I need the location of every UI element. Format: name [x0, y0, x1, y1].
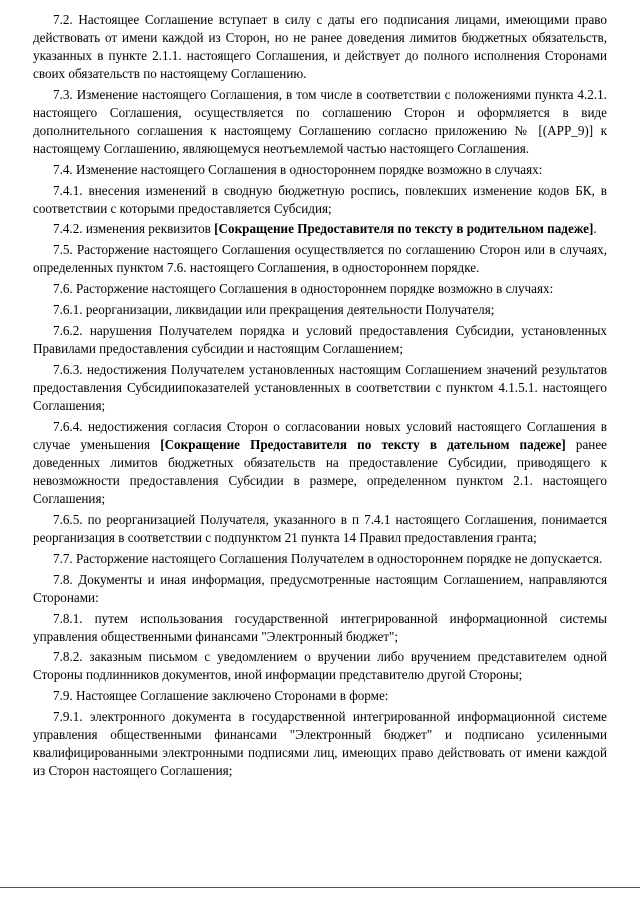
clause-7-9: 7.9. Настоящее Соглашение заключено Сторонами в форме:: [53, 688, 389, 704]
clause-7-6-4-text: 7.6.4. недостижения согласия Сторон о согласовании новых условий настоящего Соглашения в случае уменьшения: [33, 419, 607, 452]
clause-7-6: 7.6. Расторжение настоящего Соглашения в одностороннем порядке возможно в случаях:: [53, 281, 554, 297]
clause-7-7: 7.7. Расторжение настоящего Соглашения Получателем в одностороннем порядке не допускается.: [53, 550, 603, 566]
clause-7-4-1: 7.4.1. внесения изменений в сводную бюджетную роспись, повлекших изменение кодов БК, в соответствии с которыми предоставляется Субсидия;: [33, 182, 607, 216]
clause-7-6-4-placeholder: [Сокращение Предоставителя по тексту в дательном падеже]: [160, 436, 566, 452]
clause-7-3: 7.3. Изменение настоящего Соглашения, в том числе в соответствии с положениями пункта 4.2.1. настоящего Соглашения, осуществляется по соглашению Сторон и оформляется в виде дополнительного соглашения к настоящему Соглашению согласно приложению № [(APP_9)] к настоящему Соглашению, являющемуся неотъемлемой частью настоящего Соглашения.: [33, 86, 607, 156]
clause-7-2: 7.2. Настоящее Соглашение вступает в силу с даты его подписания лицами, имеющими право действовать от имени каждой из Сторон, но не ранее доведения лимитов бюджетных обязательств, указанных в пункте 2.1.1. настоящего Соглашения, и действует до полного исполнения Сторонами своих обязательств по настоящему Соглашению.: [33, 12, 607, 81]
clause-7-8-2: 7.8.2. заказным письмом с уведомлением о вручении либо вручением представителем одной Стороны подлинников документов, иной информации представителю другой Стороны;: [33, 649, 607, 683]
clause-7-6-4-end: ранее доведенных лимитов бюджетных обязательств на предоставление Субсидии, приводящего к невозможности предоставления Субсидии в размере, определенном пунктом 2.1. настоящего Соглашения;: [33, 436, 608, 506]
clause-7-6-3: 7.6.3. недостижения Получателем установленных настоящим Соглашением значений результатов предоставления Субсидиипоказателей установленных в соответствии с пунктом 4.1.5.1. настоящего Соглашения;: [33, 362, 607, 414]
clause-7-4-2-end: .: [593, 221, 597, 237]
document-page: [33, 11, 607, 783]
clause-7-8-1: 7.8.1. путем использования государственной интегрированной информационной системы управления общественными финансами "Электронный бюджет";: [33, 610, 607, 644]
clause-7-4-2-text: 7.4.2. изменения реквизитов: [53, 221, 215, 237]
clause-7-6-1: 7.6.1. реорганизации, ликвидации или прекращения деятельности Получателя;: [53, 302, 495, 318]
clause-7-9-1: 7.9.1. электронного документа в государственной интегрированной информационной системе управления общественными финансами "Электронный бюджет" и подписано усиленными квалифицированными электронными подписями лиц, имеющих право действовать от имени каждой из Сторон настоящего Соглашения;: [33, 709, 607, 779]
clause-7-6-2: 7.6.2. нарушения Получателем порядка и условий предоставления Субсидии, установленных Правилами предоставления субсидии и настоящим Соглашением;: [33, 323, 607, 357]
clause-7-5: 7.5. Расторжение настоящего Соглашения осуществляется по соглашению Сторон или в случаях, определенных пунктом 7.6. настоящего Соглашения, в одностороннем порядке.: [33, 242, 607, 276]
clause-7-8: 7.8. Документы и иная информация, предусмотренные настоящим Соглашением, направляются Сторонами:: [33, 571, 607, 605]
clause-7-4-2: [33, 220, 607, 238]
page-bottom-rule: [0, 887, 640, 888]
clause-7-6-5: 7.6.5. по реорганизацией Получателя, указанного в п 7.4.1 настоящего Соглашения, понимается реорганизация в соответствии с подпунктом 21 пункта 14 Правил предоставления гранта;: [33, 511, 607, 545]
clause-7-6-4: [33, 418, 607, 508]
clause-7-4: 7.4. Изменение настоящего Соглашения в одностороннем порядке возможно в случаях:: [53, 161, 543, 177]
clause-7-4-2-placeholder: [Сокращение Предоставителя по тексту в родительном падеже]: [214, 221, 594, 237]
